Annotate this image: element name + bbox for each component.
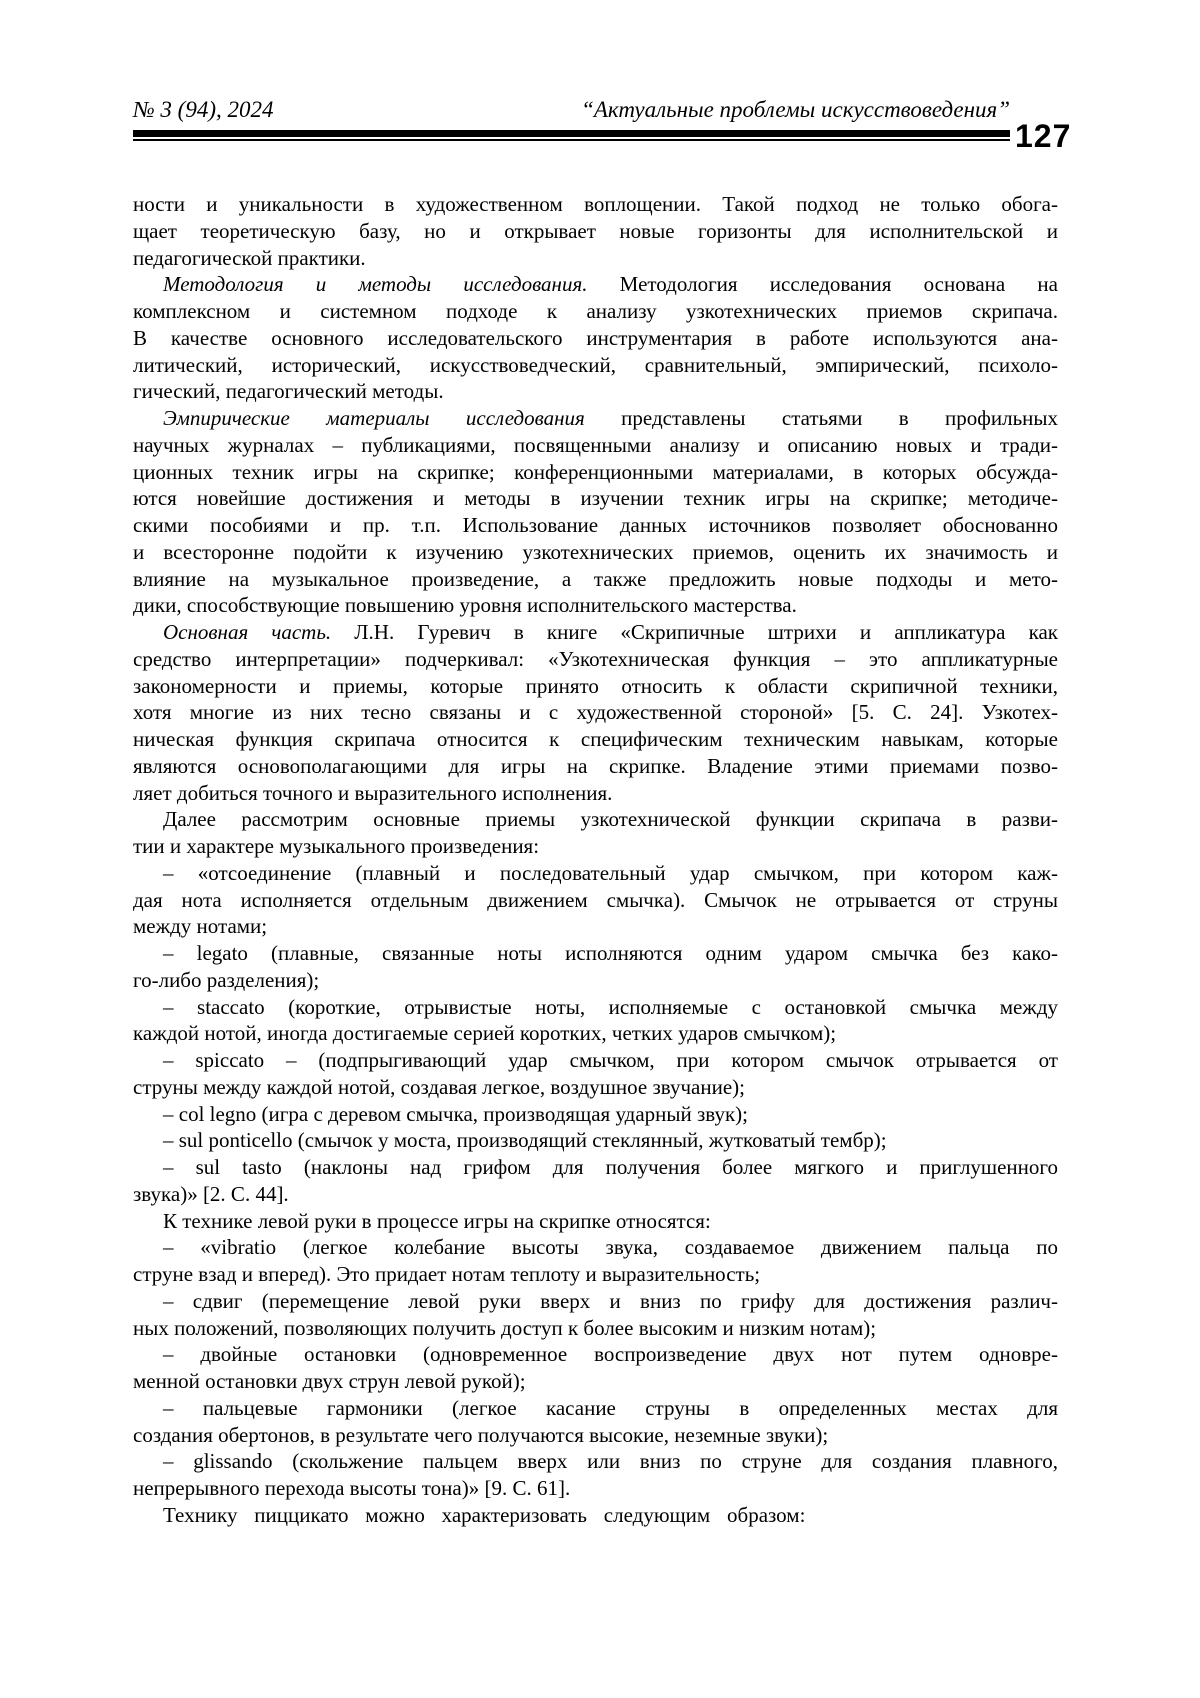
text-line: – пальцевые гармоники (легкое касание струны в определенных местах для: [163, 1395, 1058, 1420]
paragraph: [133, 806, 1058, 860]
text-line: [133, 405, 1058, 432]
paragraph: [133, 1154, 1058, 1208]
text-line: между нотами;: [133, 914, 268, 939]
text-line: – «отсоединение (плавный и последовательный удар смычком, при котором каж-: [163, 860, 1058, 885]
text-line: струны между каждой нотой, создавая легкое, воздушное звучание);: [133, 1074, 745, 1099]
page-number: 127: [1015, 118, 1072, 154]
paragraph: [133, 1127, 1058, 1154]
paragraph: [133, 860, 1058, 940]
text-line: влияние на музыкальное произведение, а также предложить новые подходы и мето-: [133, 566, 1058, 591]
paragraph: [133, 1047, 1058, 1101]
text-line: педагогической практики.: [133, 245, 366, 270]
text-line: струне взад и вперед). Это придает нотам теплоту и выразительность;: [133, 1262, 761, 1286]
text-line: закономерности и приемы, которые принято относить к области скрипичной техники,: [133, 673, 1058, 698]
text-line: Технику пиццикато можно характеризовать следующим образом:: [163, 1502, 806, 1527]
text-line: каждой нотой, иногда достигаемые серией коротких, четких ударов смычком);: [133, 1021, 837, 1046]
text-line: – sul ponticello (смычок у моста, производящий стеклянный, жутковатый тембр);: [163, 1128, 887, 1153]
text-line: ническая функция скрипача относится к специфическим техническим навыкам, которые: [133, 727, 1058, 751]
text-line: – legato (плавные, связанные ноты исполняются одним ударом смычка без како-: [163, 941, 1058, 965]
running-head: [133, 96, 1010, 124]
text-line: щает теоретическую базу, но и открывает новые горизонты для исполнительской и: [133, 218, 1058, 243]
text-line: тии и характере музыкального произведения:: [133, 834, 540, 858]
paragraph: [133, 619, 1058, 806]
text-segment: Л.Н. Гуревич в книге «Скрипичные штрихи и аппликатура как: [331, 620, 1058, 644]
paragraph: [133, 271, 1058, 405]
text-line: дая нота исполняется отдельным движением смычка). Смычок не отрывается от струны: [133, 887, 1058, 912]
text-line: ных положений, позволяющих получить доступ к более высоким и низким нотам);: [133, 1315, 877, 1340]
text-line: – «vibratio (легкое колебание высоты звука, создаваемое движением пальца по: [163, 1235, 1058, 1260]
paragraph: [133, 1234, 1058, 1288]
text-line: менной остановки двух струн левой рукой);: [133, 1369, 526, 1393]
journal-title: “Актуальные проблемы искусствоведения”: [581, 97, 1010, 122]
text-line: – glissando (скольжение пальцем вверх или вниз по струне для создания плавного,: [163, 1449, 1058, 1474]
text-line: создания обертонов, в результате чего получаются высокие, неземные звуки);: [133, 1422, 829, 1447]
text-line: звука)» [2. С. 44].: [133, 1181, 289, 1206]
issue-number: № 3 (94), 2024: [133, 97, 274, 122]
text-line: ляет добиться точного и выразительного исполнения.: [133, 780, 613, 805]
section-heading: Основная часть.: [163, 620, 332, 644]
paragraph: [133, 1395, 1058, 1449]
text-line: хотя многие из них тесно связаны и с художественной стороной» [5. С. 24]. Узкотех-: [133, 700, 1058, 725]
paragraph: [133, 940, 1058, 994]
paragraph: [133, 405, 1058, 619]
text-line: ционных техник игры на скрипке; конференционными материалами, в которых обсужда-: [133, 459, 1058, 484]
header-rule-thin: [133, 139, 1010, 141]
section-heading: Методология и методы исследования.: [163, 272, 588, 297]
text-line: являются основополагающими для игры на скрипке. Владение этими приемами позво-: [133, 753, 1058, 778]
paragraph: [133, 1101, 1058, 1128]
text-line: – spiccato – (подпрыгивающий удар смычком, при котором смычок отрывается от: [163, 1048, 1058, 1072]
paragraph: [133, 1208, 1058, 1235]
text-line: В качестве основного исследовательского инструментария в работе используются ана-: [133, 325, 1058, 350]
text-line: Далее рассмотрим основные приемы узкотехнической функции скрипача в разви-: [163, 807, 1058, 832]
text-line: – двойные остановки (одновременное воспроизведение двух нот путем одновре-: [163, 1342, 1058, 1367]
page-header: [133, 96, 1072, 154]
text-line: дики, способствующие повышению уровня исполнительского мастерства.: [133, 593, 797, 618]
header-rule-thick: [133, 130, 1010, 137]
text-line: ются новейшие достижения и методы в изучении техник игры на скрипке; методиче-: [133, 486, 1058, 511]
text-line: – staccato (короткие, отрывистые ноты, исполняемые с остановкой смычка между: [163, 994, 1058, 1019]
text-line: [133, 271, 1058, 298]
text-line: литический, исторический, искусствоведческий, сравнительный, эмпирический, психоло-: [133, 352, 1058, 377]
paragraph: [133, 1448, 1058, 1502]
paragraph: [133, 994, 1058, 1048]
section-heading: Эмпирические материалы исследования: [163, 406, 585, 430]
text-line: и всесторонне подойти к изучению узкотехнических приемов, оценить их значимость и: [133, 539, 1058, 564]
text-line: – col legno (игра с деревом смычка, производящая ударный звук);: [163, 1101, 748, 1126]
text-segment: Методология исследования основана на: [587, 272, 1058, 297]
text-line: гический, педагогический методы.: [133, 379, 444, 404]
text-line: скими пособиями и пр. т.п. Использование данных источников позволяет обоснованно: [133, 513, 1058, 537]
text-line: – сдвиг (перемещение левой руки вверх и вниз по грифу для достижения различ-: [163, 1288, 1058, 1313]
paragraph: [133, 1341, 1058, 1395]
text-line: ности и уникальности в художественном воплощении. Такой подход не только обога-: [133, 192, 1058, 216]
text-line: го-либо разделения);: [133, 967, 320, 992]
text-line: научных журналах – публикациями, посвященными анализу и описанию новых и тради-: [133, 432, 1058, 457]
text-line: средство интерпретации» подчеркивал: «Узкотехническая функция – это аппликатурные: [133, 646, 1058, 671]
paragraph: [133, 1502, 1058, 1529]
text-segment: представлены статьями в профильных: [584, 406, 1058, 430]
paragraph: [133, 191, 1058, 271]
paragraph: [133, 1288, 1058, 1342]
text-line: [133, 619, 1058, 646]
text-line: непрерывного перехода высоты тона)» [9. С. 61].: [133, 1476, 571, 1500]
article-body: [133, 191, 1058, 1529]
text-line: – sul tasto (наклоны над грифом для получения более мягкого и приглушенного: [163, 1155, 1058, 1179]
text-line: комплексном и системном подходе к анализу узкотехнических приемов скрипача.: [133, 299, 1058, 323]
text-line: К технике левой руки в процессе игры на скрипке относятся:: [163, 1208, 711, 1233]
